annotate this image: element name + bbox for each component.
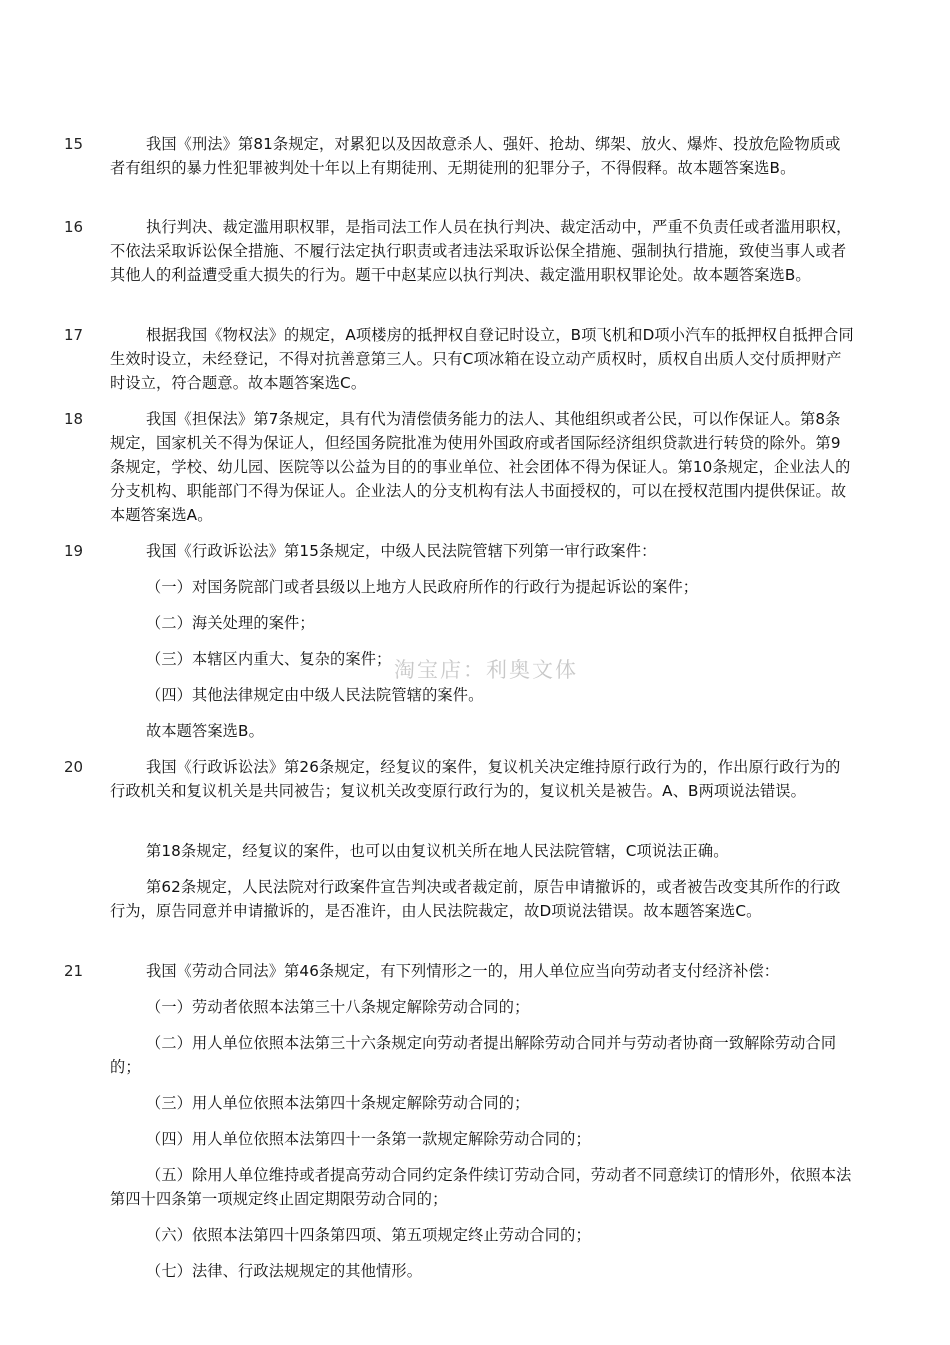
question-number: 19	[64, 542, 84, 560]
answer-paragraph: 第18条规定，经复议的案件，也可以由复议机关所在地人民法院管辖，C项说法正确。	[146, 842, 729, 860]
list-item: （七）法律、行政法规规定的其他情形。	[146, 1262, 423, 1280]
question-number: 20	[64, 758, 84, 776]
answer-explanation: 我国《刑法》第81条规定，对累犯以及因故意杀人、强奸、抢劫、绑架、放火、爆炸、投放危险物质或者有组织的暴力性犯罪被判处十年以上有期徒刑、无期徒刑的犯罪分子，不得假释。故本题答案选B。	[110, 135, 841, 177]
list-item: （四）用人单位依照本法第四十一条第一款规定解除劳动合同的；	[146, 1130, 591, 1148]
question-number: 15	[64, 135, 84, 153]
answer-explanation: 我国《劳动合同法》第46条规定，有下列情形之一的，用人单位应当向劳动者支付经济补偿：	[146, 962, 780, 980]
list-item: （四）其他法律规定由中级人民法院管辖的案件。	[146, 686, 484, 704]
answer-explanation: 根据我国《物权法》的规定，A项楼房的抵押权自登记时设立，B项飞机和D项小汽车的抵押权自抵押合同生效时设立，未经登记，不得对抗善意第三人。只有C项冰箱在设立动产质权时，质权自出质人交付质押财产时设立，符合题意。故本题答案选C。	[110, 326, 854, 392]
list-item: （二）海关处理的案件；	[146, 614, 315, 632]
list-item: （三）用人单位依照本法第四十条规定解除劳动合同的；	[146, 1094, 530, 1112]
answer-paragraph: 第62条规定，人民法院对行政案件宣告判决或者裁定前，原告申请撤诉的，或者被告改变其所作的行政行为，原告同意并申请撤诉的，是否准许，由人民法院裁定，故D项说法错误。故本题答案选C。	[110, 878, 841, 920]
list-item: （五）除用人单位维持或者提高劳动合同约定条件续订劳动合同，劳动者不同意续订的情形外，依照本法第四十四条第一项规定终止固定期限劳动合同的；	[110, 1166, 852, 1208]
question-number: 16	[64, 218, 84, 236]
answer-explanation: 我国《行政诉讼法》第26条规定，经复议的案件，复议机关决定维持原行政行为的，作出原行政行为的行政机关和复议机关是共同被告；复议机关改变原行政行为的，复议机关是被告。A、B两项说法错误。	[110, 758, 841, 800]
list-item: （三）本辖区内重大、复杂的案件；	[146, 650, 392, 668]
answer-conclusion: 故本题答案选B。	[146, 722, 264, 740]
answer-explanation: 执行判决、裁定滥用职权罪，是指司法工作人员在执行判决、裁定活动中，严重不负责任或者滥用职权，不依法采取诉讼保全措施、不履行法定执行职责或者违法采取诉讼保全措施、强制执行措施，致使当事人或者其他人的利益遭受重大损失的行为。题干中赵某应以执行判决、裁定滥用职权罪论处。故本题答案选B。	[110, 218, 852, 284]
list-item: （一）对国务院部门或者县级以上地方人民政府所作的行政行为提起诉讼的案件；	[146, 578, 699, 596]
watermark: 淘宝店：利奥文体	[394, 658, 578, 682]
answer-explanation: 我国《担保法》第7条规定，具有代为清偿债务能力的法人、其他组织或者公民，可以作保证人。第8条规定，国家机关不得为保证人，但经国务院批准为使用外国政府或者国际经济组织贷款进行转贷的除外。第9条规定，学校、幼儿园、医院等以公益为目的的事业单位、社会团体不得为保证人。第10条规定，企业法人的分支机构、职能部门不得为保证人。企业法人的分支机构有法人书面授权的，可以在授权范围内提供保证。故本题答案选A。	[110, 410, 851, 524]
question-number: 17	[64, 326, 84, 344]
list-item: （二）用人单位依照本法第三十六条规定向劳动者提出解除劳动合同并与劳动者协商一致解除劳动合同的；	[110, 1034, 837, 1076]
list-item: （一）劳动者依照本法第三十八条规定解除劳动合同的；	[146, 998, 530, 1016]
list-item: （六）依照本法第四十四条第四项、第五项规定终止劳动合同的；	[146, 1226, 591, 1244]
answer-explanation: 我国《行政诉讼法》第15条规定，中级人民法院管辖下列第一审行政案件：	[146, 542, 657, 560]
question-number: 21	[64, 962, 84, 980]
question-number: 18	[64, 410, 84, 428]
